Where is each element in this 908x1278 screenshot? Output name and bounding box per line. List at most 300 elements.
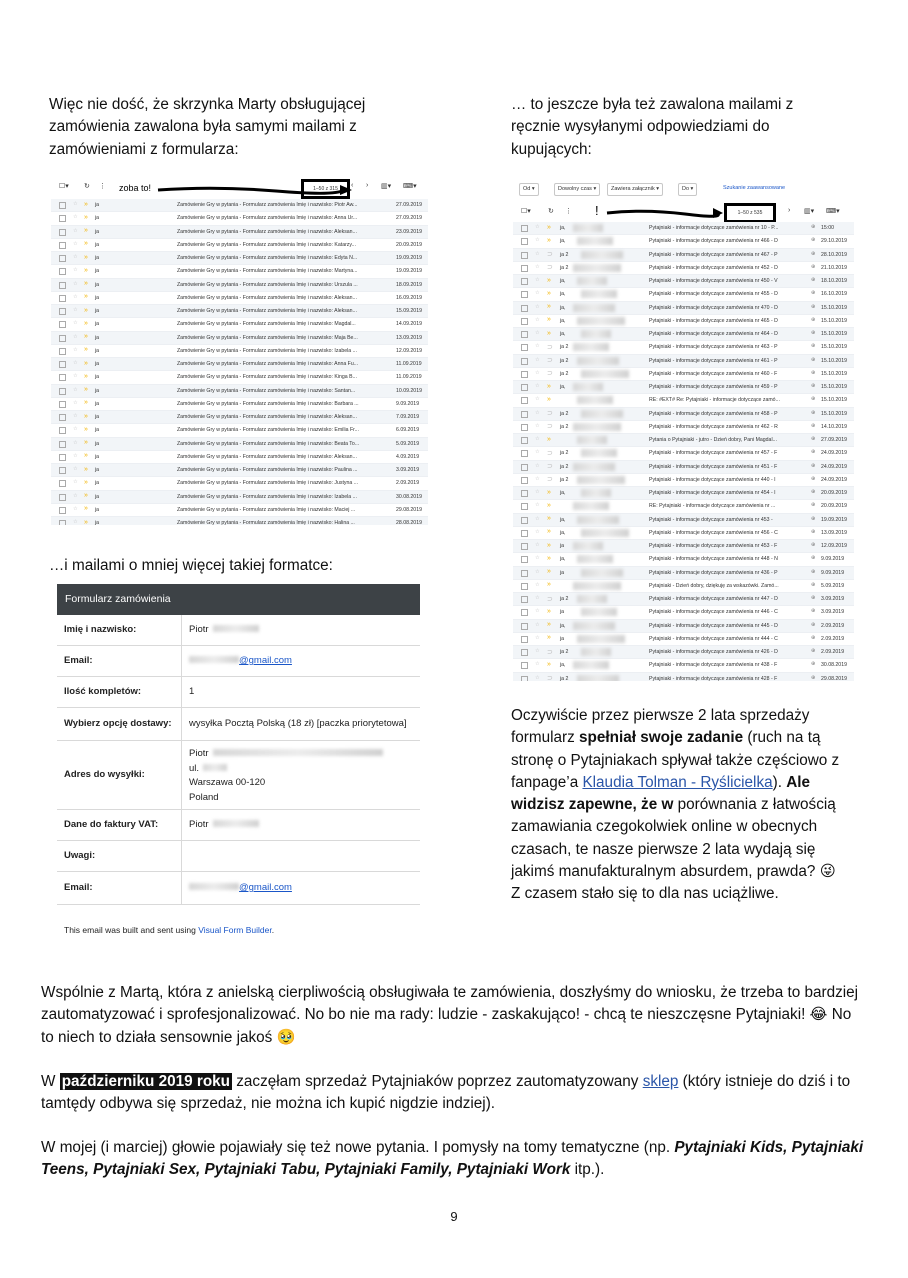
email-row[interactable]	[51, 345, 428, 358]
important-icon[interactable]: »	[84, 465, 88, 473]
row-checkbox[interactable]	[59, 374, 66, 381]
address-line: Warszawa 00-120	[189, 777, 266, 788]
row-checkbox[interactable]	[521, 517, 528, 524]
row-checkbox[interactable]	[59, 308, 66, 315]
row-checkbox[interactable]	[59, 467, 66, 474]
email-row[interactable]	[51, 226, 428, 239]
important-icon[interactable]: »	[84, 346, 88, 354]
row-checkbox[interactable]	[59, 427, 66, 434]
email-subject: Pytajniaki - informacje dotyczące zamówienia nr 440 - I	[649, 476, 776, 483]
star-icon[interactable]: ☆	[535, 621, 540, 628]
row-checkbox[interactable]	[59, 454, 66, 461]
star-icon[interactable]: ☆	[535, 634, 540, 641]
row-checkbox[interactable]	[59, 361, 66, 368]
row-checkbox[interactable]	[59, 441, 66, 448]
row-checkbox[interactable]	[59, 388, 66, 395]
important-icon[interactable]: ⊃	[547, 343, 553, 351]
email-row[interactable]	[513, 553, 854, 566]
row-checkbox[interactable]	[59, 494, 66, 501]
email-link[interactable]: @gmail.com	[239, 882, 292, 893]
star-icon[interactable]: ☆	[73, 452, 78, 459]
email-row[interactable]	[513, 408, 854, 421]
email-row[interactable]	[51, 517, 428, 525]
star-icon[interactable]: ☆	[535, 502, 540, 509]
visual-form-builder-link[interactable]: Visual Form Builder	[198, 925, 272, 935]
email-sender: ja,	[560, 225, 566, 231]
star-icon[interactable]: ☆	[73, 333, 78, 340]
keyboard-icon[interactable]: ⌨▾	[403, 183, 417, 190]
row-checkbox[interactable]	[59, 202, 66, 209]
important-icon[interactable]: »	[547, 554, 551, 562]
important-icon[interactable]: »	[84, 518, 88, 525]
email-row[interactable]	[513, 593, 854, 606]
row-checkbox[interactable]	[521, 358, 528, 365]
next-page-icon[interactable]: ›	[366, 182, 369, 189]
important-icon[interactable]: ⊃	[547, 423, 553, 431]
important-icon[interactable]: »	[84, 266, 88, 274]
select-checkbox-icon[interactable]: ☐▾	[59, 183, 69, 190]
star-icon[interactable]: ☆	[73, 386, 78, 393]
row-checkbox[interactable]	[521, 331, 528, 338]
important-icon[interactable]: ⊃	[547, 648, 553, 656]
email-row[interactable]	[51, 279, 428, 292]
redacted-text	[213, 749, 383, 756]
star-icon[interactable]: ☆	[535, 489, 540, 495]
email-row[interactable]	[51, 305, 428, 318]
email-row[interactable]	[513, 500, 854, 513]
filter-chip[interactable]: Od ▾	[519, 183, 539, 196]
important-icon[interactable]: »	[84, 253, 88, 261]
email-date: 13.09.2019	[821, 529, 847, 536]
row-checkbox[interactable]	[59, 414, 66, 421]
important-icon[interactable]: »	[547, 329, 551, 337]
star-icon[interactable]: ☆	[535, 674, 540, 681]
star-icon[interactable]: ☆	[535, 343, 540, 350]
star-icon[interactable]: ☆	[535, 422, 540, 429]
row-checkbox[interactable]	[59, 348, 66, 355]
row-checkbox[interactable]	[521, 238, 528, 245]
star-icon[interactable]: ☆	[73, 466, 78, 472]
row-checkbox[interactable]	[521, 477, 528, 484]
email-row[interactable]	[513, 487, 854, 500]
star-icon[interactable]: ☆	[73, 227, 78, 234]
important-icon[interactable]: ⊃	[547, 449, 553, 457]
important-icon[interactable]: »	[84, 452, 88, 460]
star-icon[interactable]: ☆	[535, 263, 540, 270]
fanpage-link[interactable]: Klaudia Tolman - Ryślicielka	[582, 773, 773, 791]
row-checkbox[interactable]	[521, 662, 528, 669]
keyboard-icon[interactable]: ⌨▾	[826, 208, 840, 215]
star-icon[interactable]: ☆	[535, 330, 540, 336]
star-icon[interactable]: ☆	[535, 290, 540, 297]
paragraph-automation: Wspólnie z Martą, która z anielską cierpliwością obsługiwała te zamówienia, doszłyśmy do wniosku, że trzeba to bardziej zautomatyzować i sprofesjonalizować. No bo nie ma rady: ludzie - zaskakująco! - chcą te nieszczęsne Pytajniaki! 😂 No to niech to działa sensownie jakoś 🥹	[41, 984, 859, 1046]
email-row[interactable]	[513, 275, 854, 288]
row-checkbox[interactable]	[521, 596, 528, 603]
row-checkbox[interactable]	[59, 295, 66, 302]
important-icon[interactable]: »	[84, 505, 88, 513]
important-icon[interactable]: »	[547, 621, 551, 628]
important-icon[interactable]: »	[84, 200, 88, 208]
email-sender: ja	[95, 268, 100, 275]
email-row[interactable]	[51, 398, 428, 411]
row-checkbox[interactable]	[59, 229, 66, 236]
row-checkbox[interactable]	[521, 649, 528, 656]
email-row[interactable]	[51, 292, 428, 305]
email-row[interactable]	[513, 262, 854, 275]
important-icon[interactable]: »	[84, 306, 88, 314]
email-row[interactable]	[513, 447, 854, 460]
row-checkbox[interactable]	[521, 344, 528, 351]
filter-chip[interactable]: Dowolny czas ▾	[554, 183, 600, 196]
row-checkbox[interactable]	[59, 215, 66, 222]
important-icon[interactable]: »	[84, 492, 88, 499]
email-row[interactable]	[513, 646, 854, 659]
star-icon[interactable]: ☆	[535, 383, 540, 389]
important-icon[interactable]: »	[547, 568, 551, 575]
important-icon[interactable]: »	[547, 435, 551, 443]
important-icon[interactable]: »	[547, 488, 551, 496]
star-icon[interactable]: ☆	[73, 413, 78, 419]
important-icon[interactable]: »	[547, 541, 551, 549]
filter-chip[interactable]: Zawiera załącznik ▾	[607, 183, 663, 196]
row-checkbox[interactable]	[521, 252, 528, 259]
email-row[interactable]	[51, 252, 428, 265]
email-sender: ja	[95, 281, 100, 288]
star-icon[interactable]: ☆	[73, 214, 78, 221]
row-checkbox[interactable]	[521, 305, 528, 312]
important-icon[interactable]: »	[547, 382, 551, 390]
email-subject: Pytajniaki - informacje dotyczące zamówienia nr 462 - R	[649, 423, 778, 430]
redacted-sender	[577, 555, 613, 563]
important-icon[interactable]: ⊃	[547, 463, 553, 470]
email-row[interactable]	[51, 265, 428, 278]
star-icon[interactable]: ☆	[73, 519, 78, 525]
email-subject: Pytajniaki - informacje dotyczące zamówienia nr 465 - D	[649, 317, 778, 324]
star-icon[interactable]: ☆	[73, 280, 78, 287]
email-date: 3.09.2019	[821, 596, 845, 602]
email-row[interactable]	[51, 371, 428, 384]
important-icon[interactable]: »	[547, 303, 551, 310]
filter-chip[interactable]: Do ▾	[678, 183, 697, 196]
row-checkbox[interactable]	[521, 556, 528, 563]
email-row[interactable]	[513, 580, 854, 593]
email-row[interactable]	[513, 540, 854, 553]
important-icon[interactable]: »	[84, 399, 88, 407]
email-row[interactable]	[51, 239, 428, 252]
form-separator	[181, 810, 182, 840]
row-checkbox[interactable]	[521, 530, 528, 537]
important-icon[interactable]: »	[84, 386, 88, 393]
form-label: Adres do wysyłki:	[64, 769, 145, 780]
row-checkbox[interactable]	[521, 623, 528, 630]
layout-icon[interactable]: ▥▾	[381, 183, 392, 190]
star-icon[interactable]: ☆	[535, 515, 540, 522]
email-row[interactable]	[513, 249, 854, 262]
email-row[interactable]	[51, 451, 428, 464]
email-row[interactable]	[513, 328, 854, 341]
inbox-toolbar	[51, 176, 428, 199]
star-icon[interactable]: ☆	[535, 396, 540, 403]
row-checkbox[interactable]	[521, 265, 528, 272]
important-icon[interactable]: »	[84, 333, 88, 340]
star-icon[interactable]: ☆	[535, 475, 540, 482]
row-checkbox[interactable]	[521, 225, 528, 232]
row-checkbox[interactable]	[521, 570, 528, 577]
star-icon[interactable]: ☆	[535, 542, 540, 548]
email-row[interactable]	[513, 527, 854, 540]
star-icon[interactable]: ☆	[73, 240, 78, 247]
email-date: 10.09.2019	[396, 387, 422, 394]
important-icon[interactable]: »	[547, 501, 551, 509]
email-link[interactable]: @gmail.com	[239, 655, 292, 666]
important-icon[interactable]: »	[84, 412, 88, 420]
star-icon[interactable]: ☆	[535, 648, 540, 654]
row-checkbox[interactable]	[521, 371, 528, 378]
star-icon[interactable]: ☆	[73, 479, 78, 486]
email-row[interactable]	[513, 315, 854, 328]
star-icon[interactable]: ☆	[73, 505, 78, 512]
email-row[interactable]	[513, 606, 854, 619]
star-icon[interactable]: ☆	[73, 254, 78, 260]
row-checkbox[interactable]	[59, 321, 66, 328]
important-icon[interactable]: ⊃	[547, 675, 553, 681]
email-row[interactable]	[513, 288, 854, 301]
star-icon[interactable]: ☆	[73, 439, 78, 446]
star-icon[interactable]: ☆	[73, 201, 78, 207]
important-icon[interactable]: »	[547, 395, 551, 403]
star-icon[interactable]: ☆	[535, 608, 540, 615]
row-checkbox[interactable]	[59, 401, 66, 408]
row-checkbox[interactable]	[521, 384, 528, 391]
important-icon[interactable]: »	[547, 660, 551, 668]
email-row[interactable]	[51, 438, 428, 451]
email-date: 16.09.2019	[396, 294, 422, 301]
star-icon[interactable]: ☆	[73, 346, 78, 353]
email-row[interactable]	[513, 222, 854, 235]
row-checkbox[interactable]	[59, 335, 66, 342]
star-icon[interactable]: ☆	[535, 303, 540, 310]
email-row[interactable]	[51, 424, 428, 437]
row-checkbox[interactable]	[521, 609, 528, 616]
email-row[interactable]	[51, 411, 428, 424]
row-checkbox[interactable]	[521, 583, 528, 590]
important-icon[interactable]: ⊃	[547, 370, 553, 378]
refresh-icon[interactable]: ↻	[548, 208, 554, 215]
important-icon[interactable]: »	[547, 515, 551, 522]
star-icon[interactable]: ☆	[535, 555, 540, 562]
important-icon[interactable]: »	[84, 478, 88, 486]
star-icon[interactable]: ☆	[535, 462, 540, 469]
star-icon[interactable]: ☆	[73, 373, 78, 380]
important-icon[interactable]: »	[84, 240, 88, 248]
email-row[interactable]	[513, 474, 854, 487]
important-icon[interactable]: »	[84, 280, 88, 287]
row-checkbox[interactable]	[521, 291, 528, 298]
row-checkbox[interactable]	[59, 268, 66, 275]
advanced-search-link[interactable]: Szukanie zaawansowane	[723, 185, 786, 191]
email-date: 11.09.2019	[396, 374, 422, 381]
email-row[interactable]	[513, 659, 854, 672]
star-icon[interactable]: ☆	[535, 237, 540, 244]
important-icon[interactable]: »	[84, 425, 88, 433]
row-checkbox[interactable]	[59, 520, 66, 525]
email-row[interactable]	[513, 368, 854, 381]
email-row[interactable]	[513, 355, 854, 368]
star-icon[interactable]: ☆	[535, 316, 540, 323]
row-checkbox[interactable]	[59, 255, 66, 262]
important-icon[interactable]: »	[84, 319, 88, 327]
email-row[interactable]	[51, 477, 428, 490]
star-icon[interactable]: ☆	[535, 409, 540, 416]
star-icon[interactable]: ☆	[535, 595, 540, 601]
email-row[interactable]	[51, 504, 428, 517]
email-row[interactable]	[513, 341, 854, 354]
email-row[interactable]	[513, 394, 854, 407]
email-date: 15.10.2019	[821, 370, 847, 377]
layout-icon[interactable]: ▥▾	[804, 208, 815, 215]
more-options-icon[interactable]: ⋮	[99, 183, 106, 190]
email-row[interactable]	[513, 567, 854, 580]
important-icon[interactable]: ⊃	[547, 476, 553, 484]
important-icon[interactable]: »	[547, 607, 551, 615]
redacted-sender	[581, 489, 611, 497]
star-icon[interactable]: ☆	[73, 399, 78, 406]
star-icon[interactable]: ☆	[535, 528, 540, 535]
star-icon[interactable]: ☆	[535, 449, 540, 456]
more-options-icon[interactable]: ⋮	[565, 208, 572, 215]
refresh-icon[interactable]: ↻	[84, 183, 90, 190]
row-checkbox[interactable]	[521, 318, 528, 325]
important-icon[interactable]: »	[547, 581, 551, 589]
form-separator	[181, 872, 182, 904]
form-separator	[181, 646, 182, 676]
thread-icon: ⊕	[811, 595, 816, 601]
row-checkbox[interactable]	[521, 411, 528, 418]
row-checkbox[interactable]	[521, 636, 528, 643]
important-icon[interactable]: »	[84, 213, 88, 221]
form-row	[57, 841, 420, 872]
email-sender: ja	[95, 387, 100, 394]
email-date: 20.09.2019	[821, 490, 847, 496]
select-checkbox-icon[interactable]: ☐▾	[521, 208, 531, 215]
important-icon[interactable]: »	[547, 289, 551, 297]
important-icon[interactable]: »	[547, 316, 551, 324]
paragraph-shop	[41, 1071, 866, 1116]
important-icon[interactable]: »	[84, 293, 88, 301]
row-checkbox[interactable]	[59, 507, 66, 514]
row-checkbox[interactable]	[521, 278, 528, 285]
email-row[interactable]	[513, 235, 854, 248]
row-checkbox[interactable]	[521, 543, 528, 550]
important-icon[interactable]: ⊃	[547, 410, 553, 417]
important-icon[interactable]: »	[84, 359, 88, 367]
row-checkbox[interactable]	[521, 464, 528, 471]
para2-text-1: W	[41, 1073, 60, 1090]
email-row[interactable]	[51, 385, 428, 398]
email-row[interactable]	[513, 673, 854, 682]
important-icon[interactable]: ⊃	[547, 357, 553, 364]
thread-icon: ⊕	[811, 330, 816, 336]
email-sender: ja	[95, 202, 100, 208]
row-checkbox[interactable]	[521, 437, 528, 444]
email-row[interactable]	[51, 199, 428, 212]
important-icon[interactable]: »	[547, 634, 551, 642]
star-icon[interactable]: ☆	[73, 320, 78, 327]
star-icon[interactable]: ☆	[535, 661, 540, 668]
star-icon[interactable]: ☆	[73, 293, 78, 300]
thread-icon: ⊕	[811, 674, 816, 681]
row-checkbox[interactable]	[521, 490, 528, 497]
star-icon[interactable]: ☆	[73, 307, 78, 313]
row-checkbox[interactable]	[521, 676, 528, 682]
important-icon[interactable]: »	[547, 528, 551, 536]
row-checkbox[interactable]	[521, 503, 528, 510]
email-row[interactable]	[51, 332, 428, 345]
important-icon[interactable]: »	[84, 227, 88, 234]
row-checkbox[interactable]	[521, 424, 528, 431]
row-checkbox[interactable]	[521, 397, 528, 404]
star-icon[interactable]: ☆	[535, 277, 540, 283]
email-row[interactable]	[513, 633, 854, 646]
email-row[interactable]	[513, 381, 854, 394]
star-icon[interactable]: ☆	[535, 224, 540, 230]
important-icon[interactable]: »	[547, 223, 551, 231]
star-icon[interactable]: ☆	[535, 369, 540, 376]
email-row[interactable]	[51, 318, 428, 331]
form-row	[57, 872, 420, 905]
shop-link[interactable]: sklep	[642, 1073, 679, 1090]
star-icon[interactable]: ☆	[73, 360, 78, 366]
star-icon[interactable]: ☆	[73, 267, 78, 274]
email-row[interactable]	[513, 302, 854, 315]
email-row[interactable]	[513, 461, 854, 474]
star-icon[interactable]: ☆	[73, 492, 78, 499]
row-checkbox[interactable]	[59, 480, 66, 487]
email-row[interactable]	[51, 358, 428, 371]
important-icon[interactable]: ⊃	[547, 595, 553, 603]
important-icon[interactable]: »	[84, 372, 88, 380]
email-date: 20.09.2019	[821, 503, 847, 510]
email-date: 15.10.2019	[821, 344, 847, 351]
star-icon[interactable]: ☆	[535, 436, 540, 442]
important-icon[interactable]: »	[547, 236, 551, 244]
email-row[interactable]	[513, 434, 854, 447]
row-checkbox[interactable]	[521, 450, 528, 457]
important-icon[interactable]: ⊃	[547, 251, 553, 258]
email-row[interactable]	[513, 514, 854, 527]
form-label: Wybierz opcję dostawy:	[64, 718, 172, 729]
prev-page-icon[interactable]: ‹	[351, 182, 354, 189]
row-checkbox[interactable]	[59, 242, 66, 249]
email-row[interactable]	[51, 491, 428, 504]
important-icon[interactable]: »	[84, 439, 88, 446]
row-checkbox[interactable]	[59, 282, 66, 289]
email-row[interactable]	[513, 620, 854, 633]
important-icon[interactable]: »	[547, 276, 551, 284]
email-row[interactable]	[51, 212, 428, 225]
email-row[interactable]	[51, 464, 428, 477]
email-subject: Pytania o Pytajniaki - jutro - Dzień dobry, Pani Magdal...	[649, 437, 777, 443]
important-icon[interactable]: ⊃	[547, 264, 553, 272]
next-page-icon[interactable]: ›	[788, 207, 791, 214]
redacted-sender	[581, 410, 623, 418]
email-row[interactable]	[513, 421, 854, 434]
star-icon[interactable]: ☆	[73, 426, 78, 433]
star-icon[interactable]: ☆	[535, 581, 540, 588]
star-icon[interactable]: ☆	[535, 356, 540, 363]
star-icon[interactable]: ☆	[535, 250, 540, 257]
star-icon[interactable]: ☆	[535, 568, 540, 575]
